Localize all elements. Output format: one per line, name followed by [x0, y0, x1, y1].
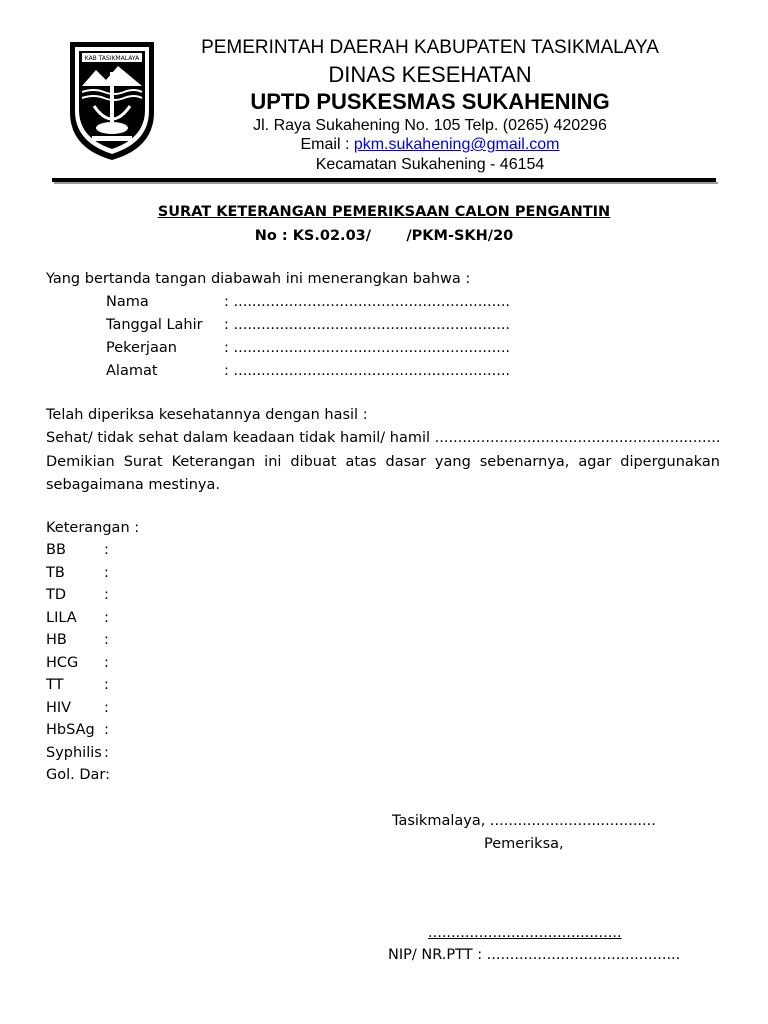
note-sep-syphilis: : [104, 745, 109, 761]
place-date: Tasikmalaya, .................................... [392, 813, 656, 829]
field-value-pekerjaan: : ............................................................ [224, 340, 511, 356]
intro-text: Yang bertanda tangan diabawah ini menerangkan bahwa : [46, 271, 471, 287]
district-line: Kecamatan Sukahening - 46154 [315, 156, 545, 173]
note-sep-hiv: : [104, 700, 109, 716]
note-label-td: TD [46, 587, 67, 603]
note-label-bb: BB [46, 542, 66, 558]
note-label-syphilis: Syphilis [46, 745, 102, 761]
field-value-nama: : ............................................................ [224, 294, 511, 310]
note-sep-tt: : [104, 677, 109, 693]
unit-name: UPTD PUSKESMAS SUKAHENING [250, 89, 610, 114]
field-value-tanggal-lahir: : ............................................................ [224, 317, 511, 333]
note-label-tt: TT [46, 677, 64, 693]
note-label-hcg: HCG [46, 655, 79, 671]
field-label-nama: Nama [106, 294, 149, 310]
note-label-hb: HB [46, 632, 67, 648]
email-label: Email : [300, 136, 354, 153]
document-title: SURAT KETERANGAN PEMERIKSAAN CALON PENGANTIN [157, 204, 611, 220]
nip-line: NIP/ NR.PTT : .......................................... [388, 947, 681, 963]
document-number: No : KS.02.03/ /PKM-SKH/20 [254, 228, 514, 244]
note-sep-hbsag: : [104, 722, 109, 738]
field-value-alamat: : ............................................................ [224, 363, 511, 379]
note-sep-td: : [104, 587, 109, 603]
signature-line: .......................................... [428, 925, 622, 941]
letterhead-divider-shadow [54, 182, 718, 184]
note-sep-tb: : [104, 565, 109, 581]
note-sep-bb: : [104, 542, 109, 558]
field-label-alamat: Alamat [106, 363, 158, 379]
regency-emblem-logo [64, 36, 160, 164]
note-label-hiv: HIV [46, 700, 72, 716]
note-sep-hb: : [104, 632, 109, 648]
svg-text:KAB TASIKMALAYA: KAB TASIKMALAYA [84, 55, 140, 62]
department-name: DINAS KESEHATAN [328, 62, 532, 87]
note-label-lila: LILA [46, 610, 77, 626]
email-line [190, 137, 670, 153]
email-link[interactable]: pkm.sukahening@gmail.com [353, 136, 560, 153]
government-name: PEMERINTAH DAERAH KABUPATEN TASIKMALAYA [201, 37, 659, 58]
note-sep-lila: : [104, 610, 109, 626]
result-text: Sehat/ tidak sehat dalam keadaan tidak hamil/ hamil .............................................................. [46, 430, 721, 446]
note-label-hbsag: HbSAg [46, 722, 95, 738]
note-label-tb: TB [46, 565, 65, 581]
examined-text: Telah diperiksa kesehatannya dengan hasil : [46, 407, 368, 423]
field-label-tanggal-lahir: Tanggal Lahir [106, 317, 203, 333]
notes-title: Keterangan : [46, 520, 140, 536]
examiner-label: Pemeriksa, [484, 836, 564, 852]
closing-paragraph: Demikian Surat Keterangan ini dibuat atas dasar yang sebenarnya, agar dipergunakan sebagaimana mestinya. [46, 454, 720, 493]
address-line: Jl. Raya Sukahening No. 105 Telp. (0265) 420296 [253, 117, 607, 134]
field-label-pekerjaan: Pekerjaan [106, 340, 177, 356]
note-sep-hcg: : [104, 655, 109, 671]
note-label-gol-dar: Gol. Dar: [46, 767, 110, 783]
